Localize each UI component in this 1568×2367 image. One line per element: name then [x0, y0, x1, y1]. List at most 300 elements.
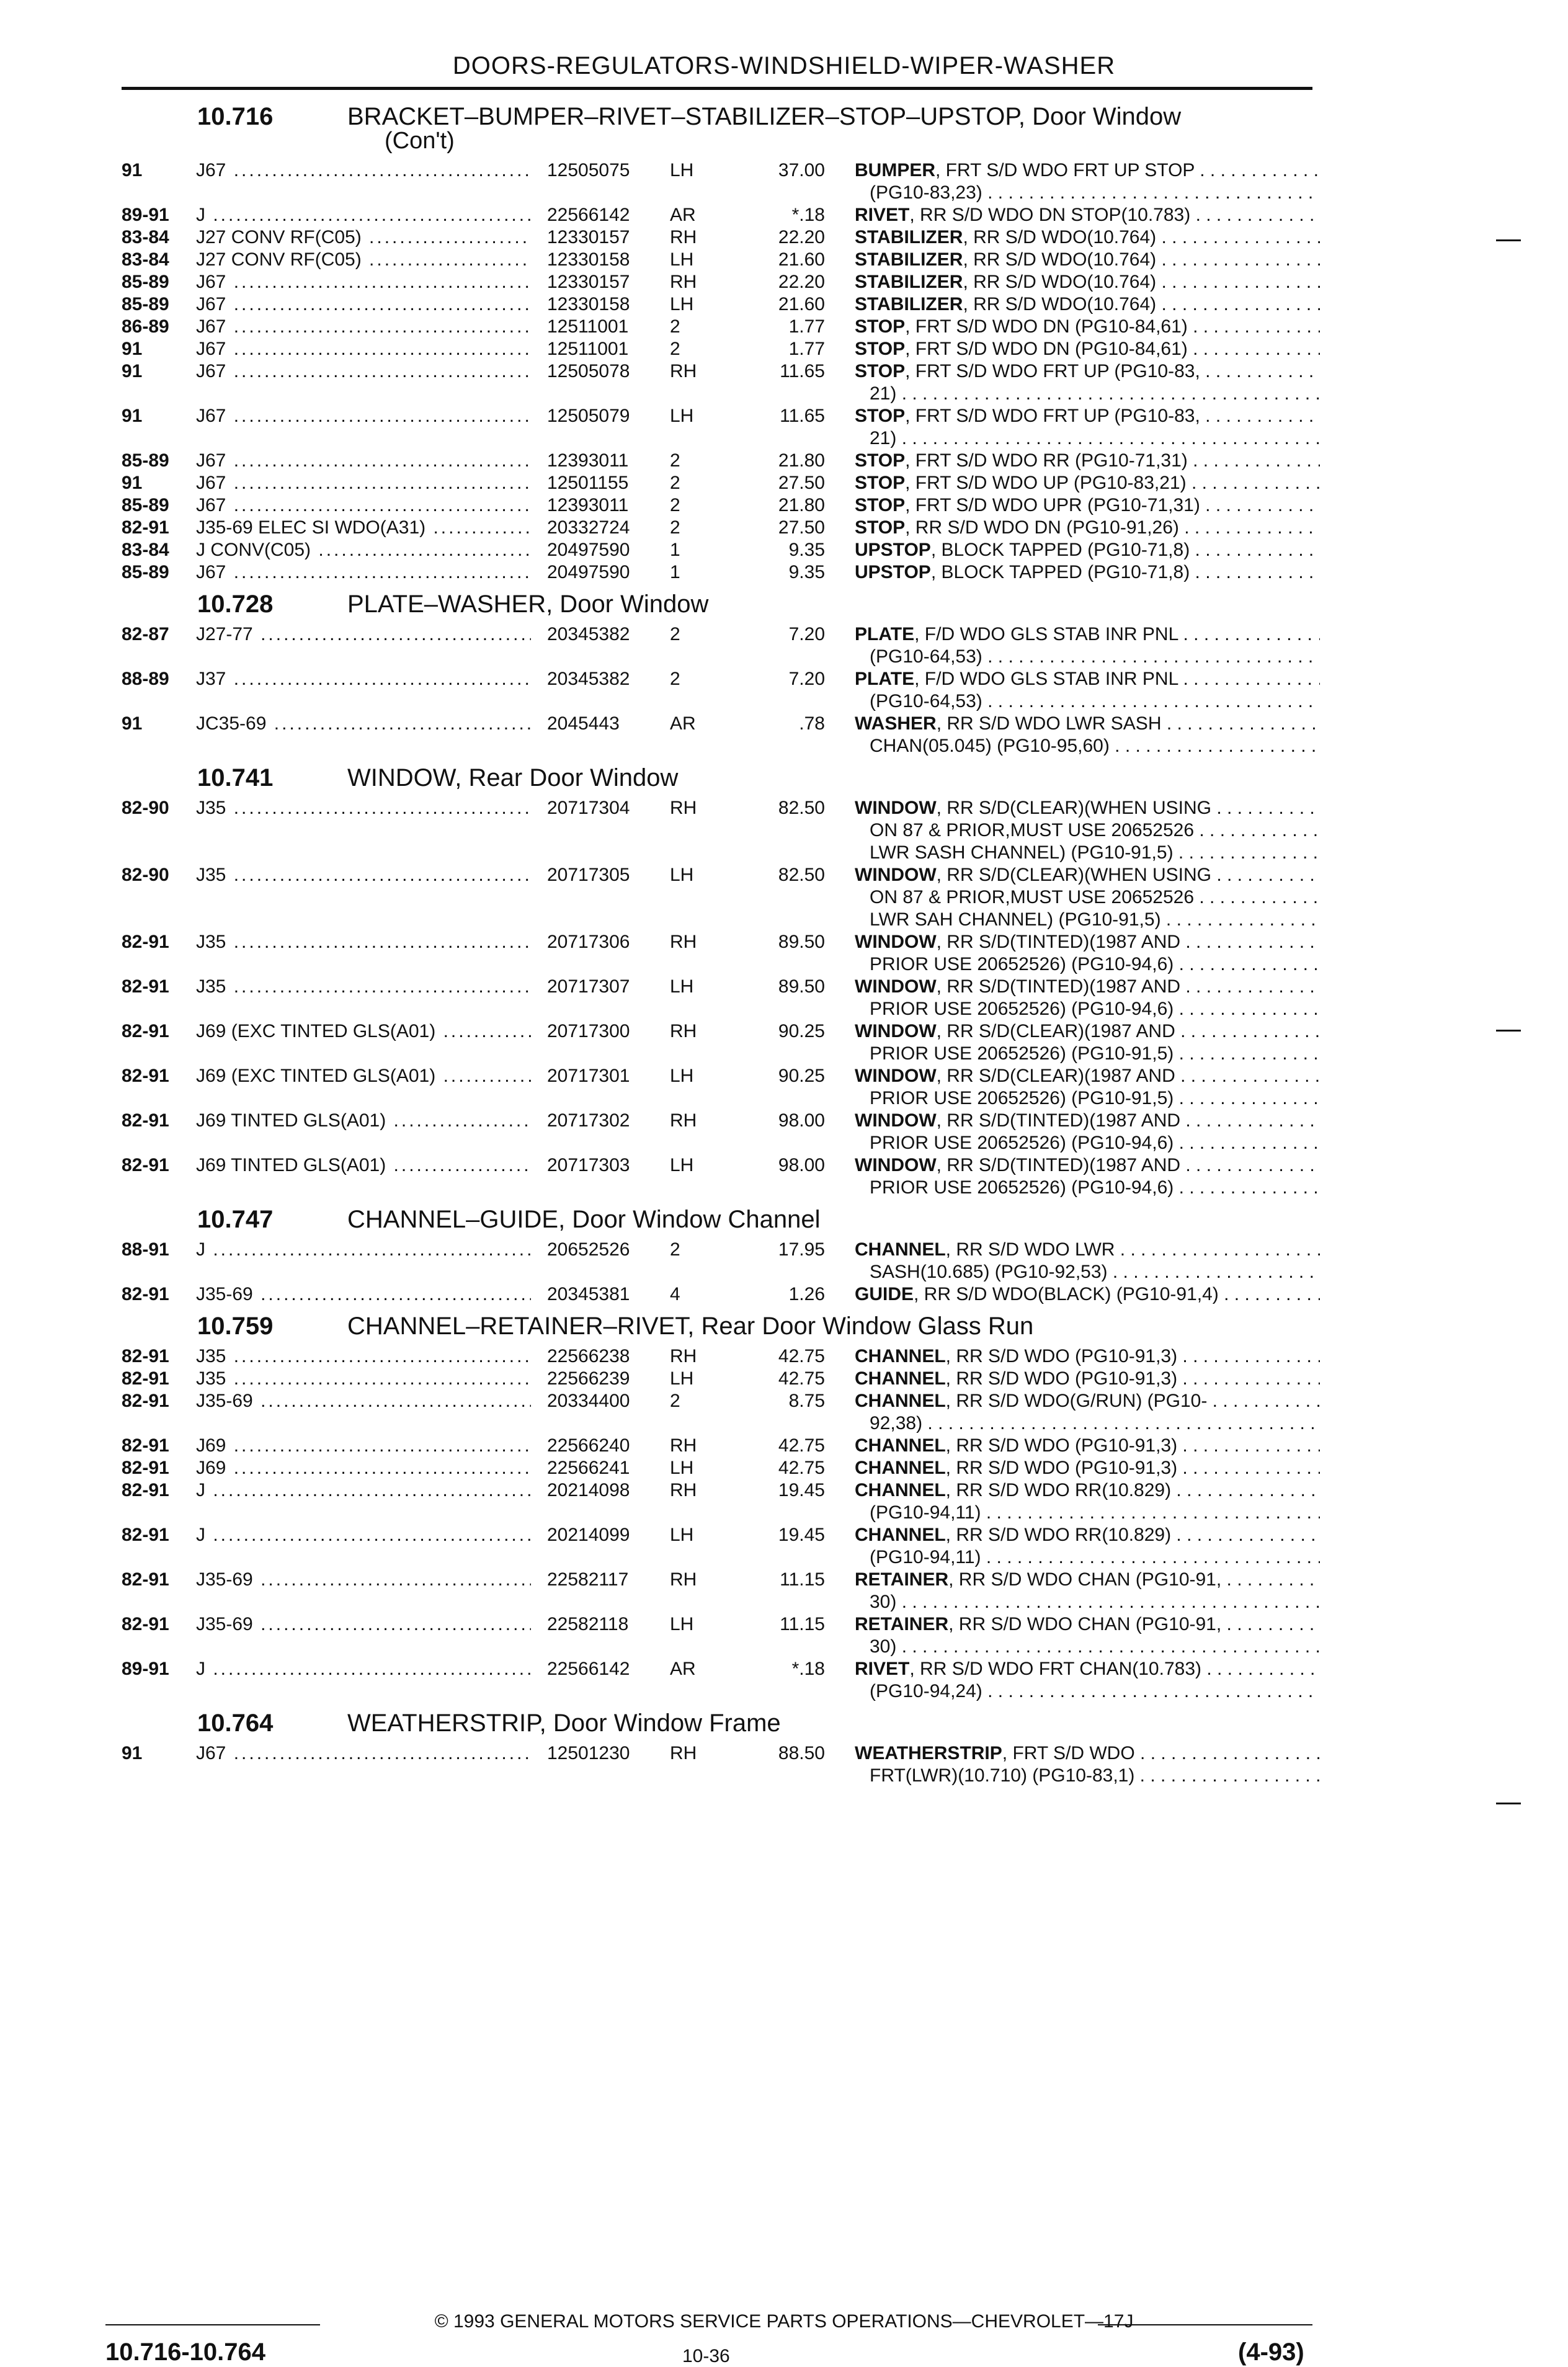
description-line: FRT(LWR)(10.710) (PG10-83,1) . . .: [855, 1765, 1320, 1788]
part-row: [0, 473, 1568, 495]
model-code: J35 .....: [196, 932, 531, 953]
model-years: 82-91: [122, 1346, 169, 1366]
model-code: J35-69 .....: [196, 1614, 531, 1635]
description-line: PRIOR USE 20652526) (PG10-91,5) . . .: [855, 1043, 1320, 1066]
description-line: PLATE, F/D WDO GLS STAB INR PNL . . .: [855, 669, 1320, 691]
part-row: [0, 450, 1568, 473]
description-line: STOP, RR S/D WDO DN (PG10-91,26) . . .: [855, 517, 1320, 540]
part-row: [0, 1525, 1568, 1569]
description-line: WEATHERSTRIP, FRT S/D WDO . . .: [855, 1743, 1320, 1765]
part-description: [855, 160, 1320, 205]
price: 82.50: [778, 865, 825, 885]
side-qty: RH: [670, 1569, 697, 1590]
part-row: [0, 1480, 1568, 1525]
part-number: 20345381: [543, 1284, 630, 1305]
part-description: [855, 1066, 1320, 1110]
side-qty: AR: [670, 205, 696, 225]
side-qty: 4: [670, 1284, 680, 1304]
description-line: STABILIZER, RR S/D WDO(10.764) . . .: [855, 249, 1320, 272]
model-years: 89-91: [122, 205, 169, 225]
model-code: J .....: [196, 1525, 531, 1546]
description-line: WINDOW, RR S/D(CLEAR)(1987 AND . . .: [855, 1021, 1320, 1043]
model-years: 85-89: [122, 562, 169, 582]
part-number: 22566241: [543, 1458, 630, 1479]
model-years: 83-84: [122, 249, 169, 270]
description-line: UPSTOP, BLOCK TAPPED (PG10-71,8) . . .: [855, 562, 1320, 584]
part-row: [0, 1239, 1568, 1284]
part-row: [0, 1659, 1568, 1703]
price: 7.20: [788, 624, 825, 644]
part-description: [855, 1110, 1320, 1155]
part-description: [855, 1021, 1320, 1066]
price: 11.65: [780, 361, 825, 381]
margin-mark: [1496, 1803, 1521, 1804]
model-years: 85-89: [122, 294, 169, 314]
price: 19.45: [778, 1525, 825, 1545]
model-years: 91: [122, 473, 143, 493]
part-row: [0, 517, 1568, 540]
model-years: 85-89: [122, 272, 169, 292]
margin-mark: [1496, 239, 1521, 241]
model-years: 82-91: [122, 1614, 169, 1634]
description-line: (PG10-64,53) . . .: [855, 691, 1320, 713]
description-line: ON 87 & PRIOR,MUST USE 20652526 . . .: [855, 820, 1320, 842]
side-qty: LH: [670, 294, 694, 314]
part-description: [855, 865, 1320, 932]
part-number: 12330158: [543, 294, 630, 315]
part-number: 12505079: [543, 406, 630, 427]
part-description: [855, 473, 1320, 495]
model-code: J69 TINTED GLS(A01) .....: [196, 1155, 531, 1176]
model-code: J67 .....: [196, 495, 531, 516]
price: 27.50: [778, 473, 825, 493]
model-years: 83-84: [122, 540, 169, 560]
description-line: (PG10-94,24) . . .: [855, 1681, 1320, 1703]
description-line: CHAN(05.045) (PG10-95,60) . . .: [855, 736, 1320, 758]
model-years: 82-91: [122, 1391, 169, 1411]
price: 42.75: [778, 1346, 825, 1366]
part-description: [855, 1239, 1320, 1284]
part-description: [855, 1614, 1320, 1659]
section-number: 10.764: [197, 1709, 274, 1737]
section-heading: [0, 1707, 1568, 1743]
part-description: [855, 713, 1320, 758]
model-years: 82-91: [122, 517, 169, 538]
side-qty: 2: [670, 517, 680, 538]
part-number: 20717307: [543, 976, 630, 997]
model-code: J35-69 .....: [196, 1284, 531, 1305]
price: 1.77: [788, 339, 825, 359]
side-qty: 2: [670, 1239, 680, 1260]
side-qty: LH: [670, 976, 694, 997]
part-description: [855, 1480, 1320, 1525]
side-qty: RH: [670, 1480, 697, 1500]
description-line: CHANNEL, RR S/D WDO RR(10.829) . . .: [855, 1525, 1320, 1547]
part-row: [0, 713, 1568, 758]
side-qty: 2: [670, 316, 680, 337]
model-years: 85-89: [122, 450, 169, 471]
description-line: CHANNEL, RR S/D WDO (PG10-91,3) . . .: [855, 1458, 1320, 1480]
part-number: 12501155: [543, 473, 628, 494]
part-row: [0, 976, 1568, 1021]
part-row: [0, 1066, 1568, 1110]
model-years: 82-91: [122, 1284, 169, 1304]
model-years: 86-89: [122, 316, 169, 337]
model-years: 91: [122, 339, 143, 359]
part-description: [855, 540, 1320, 562]
description-line: WINDOW, RR S/D(TINTED)(1987 AND . . .: [855, 1155, 1320, 1177]
side-qty: LH: [670, 1155, 694, 1175]
side-qty: AR: [670, 1659, 696, 1679]
price: 21.60: [778, 294, 825, 314]
description-line: STABILIZER, RR S/D WDO(10.764) . . .: [855, 294, 1320, 316]
description-line: RETAINER, RR S/D WDO CHAN (PG10-91, . . .: [855, 1614, 1320, 1636]
part-number: 20652526: [543, 1239, 630, 1260]
description-line: RETAINER, RR S/D WDO CHAN (PG10-91, . . .: [855, 1569, 1320, 1592]
price: 37.00: [778, 160, 825, 181]
part-number: 20345382: [543, 669, 630, 690]
part-description: [855, 406, 1320, 450]
side-qty: RH: [670, 361, 697, 381]
model-years: 82-91: [122, 1155, 169, 1175]
side-qty: LH: [670, 160, 694, 181]
model-years: 82-91: [122, 1525, 169, 1545]
description-line: WINDOW, RR S/D(CLEAR)(1987 AND . . .: [855, 1066, 1320, 1088]
part-description: [855, 669, 1320, 713]
part-description: [855, 361, 1320, 406]
side-qty: 2: [670, 624, 680, 644]
model-years: 82-91: [122, 1435, 169, 1456]
description-line: 92,38) . . .: [855, 1413, 1320, 1435]
part-number: 20345382: [543, 624, 630, 645]
part-number: 12505078: [543, 361, 630, 382]
model-code: JC35-69 .....: [196, 713, 531, 734]
description-line: 21) . . .: [855, 428, 1320, 450]
model-code: J35-69 ELEC SI WDO(A31) .....: [196, 517, 531, 538]
section-heading: [0, 1203, 1568, 1239]
part-number: 20717305: [543, 865, 630, 886]
description-line: STOP, FRT S/D WDO FRT UP (PG10-83, . . .: [855, 361, 1320, 383]
part-row: [0, 294, 1568, 316]
description-line: STOP, FRT S/D WDO UP (PG10-83,21) . . .: [855, 473, 1320, 495]
price: 21.80: [778, 450, 825, 471]
side-qty: LH: [670, 1614, 694, 1634]
description-line: RIVET, RR S/D WDO DN STOP(10.783) . . .: [855, 205, 1320, 227]
part-row: [0, 624, 1568, 669]
part-row: [0, 160, 1568, 205]
part-number: 22566142: [543, 205, 630, 226]
part-number: 20214098: [543, 1480, 630, 1501]
part-row: [0, 1368, 1568, 1391]
description-line: GUIDE, RR S/D WDO(BLACK) (PG10-91,4) . . .: [855, 1284, 1320, 1306]
model-years: 89-91: [122, 1659, 169, 1679]
description-line: CHANNEL, RR S/D WDO RR(10.829) . . .: [855, 1480, 1320, 1502]
description-line: 30) . . .: [855, 1592, 1320, 1614]
part-row: [0, 316, 1568, 339]
part-description: [855, 798, 1320, 865]
model-code: J35 .....: [196, 865, 531, 886]
side-qty: LH: [670, 1066, 694, 1086]
description-line: RIVET, RR S/D WDO FRT CHAN(10.783) . . .: [855, 1659, 1320, 1681]
part-row: [0, 865, 1568, 932]
part-number: 20717303: [543, 1155, 630, 1176]
price: *.18: [791, 1659, 825, 1679]
description-line: 21) . . .: [855, 383, 1320, 406]
description-line: (PG10-83,23) . . .: [855, 182, 1320, 205]
part-description: [855, 1743, 1320, 1788]
side-qty: RH: [670, 272, 697, 292]
model-code: J67 .....: [196, 406, 531, 427]
side-qty: LH: [670, 1368, 694, 1389]
side-qty: RH: [670, 1021, 697, 1041]
model-code: J67 .....: [196, 361, 531, 382]
description-line: (PG10-64,53) . . .: [855, 646, 1320, 669]
part-number: 20332724: [543, 517, 630, 538]
model-code: J67 .....: [196, 316, 531, 337]
part-row: [0, 227, 1568, 249]
part-number: 12330158: [543, 249, 630, 270]
description-line: PRIOR USE 20652526) (PG10-94,6) . . .: [855, 1177, 1320, 1200]
price: .78: [799, 713, 825, 734]
model-years: 82-91: [122, 1458, 169, 1478]
part-row: [0, 798, 1568, 865]
price: 42.75: [778, 1458, 825, 1478]
description-line: PRIOR USE 20652526) (PG10-94,6) . . .: [855, 999, 1320, 1021]
price: 82.50: [778, 798, 825, 818]
model-code: J35 .....: [196, 976, 531, 997]
model-years: 85-89: [122, 495, 169, 515]
section-number: 10.747: [197, 1206, 274, 1233]
part-description: [855, 1569, 1320, 1614]
description-line: STOP, FRT S/D WDO DN (PG10-84,61) . . .: [855, 339, 1320, 361]
model-code: J27-77 .....: [196, 624, 531, 645]
part-number: 20334400: [543, 1391, 630, 1412]
part-row: [0, 249, 1568, 272]
copyright-notice: © 1993 GENERAL MOTORS SERVICE PARTS OPERATIONS—CHEVROLET—17J: [434, 2311, 1134, 2332]
model-code: J35 .....: [196, 798, 531, 819]
description-line: ON 87 & PRIOR,MUST USE 20652526 . . .: [855, 887, 1320, 909]
side-qty: LH: [670, 406, 694, 426]
part-row: [0, 669, 1568, 713]
model-code: J35 .....: [196, 1368, 531, 1389]
model-code: J35-69 .....: [196, 1391, 531, 1412]
section-title: WEATHERSTRIP, Door Window Frame: [347, 1709, 781, 1737]
side-qty: RH: [670, 798, 697, 818]
part-number: 20717306: [543, 932, 630, 953]
description-line: PRIOR USE 20652526) (PG10-91,5) . . .: [855, 1088, 1320, 1110]
description-line: (PG10-94,11) . . .: [855, 1502, 1320, 1525]
description-line: CHANNEL, RR S/D WDO (PG10-91,3) . . .: [855, 1346, 1320, 1368]
model-years: 82-87: [122, 624, 169, 644]
section-heading: [0, 1310, 1568, 1346]
price: 90.25: [778, 1021, 825, 1041]
description-line: WINDOW, RR S/D(CLEAR)(WHEN USING . . .: [855, 865, 1320, 887]
part-row: [0, 1435, 1568, 1458]
model-code: J69 (EXC TINTED GLS(A01) .....: [196, 1066, 531, 1087]
description-line: STABILIZER, RR S/D WDO(10.764) . . .: [855, 272, 1320, 294]
description-line: CHANNEL, RR S/D WDO(G/RUN) (PG10- . . .: [855, 1391, 1320, 1413]
side-qty: 2: [670, 495, 680, 515]
model-code: J27 CONV RF(C05) .....: [196, 249, 531, 270]
model-code: J67 .....: [196, 473, 531, 494]
page-number: 10-36: [682, 2346, 730, 2366]
price: 27.50: [778, 517, 825, 538]
section-number: 10.716: [197, 103, 274, 130]
part-number: 12330157: [543, 272, 630, 293]
model-years: 88-91: [122, 1239, 169, 1260]
part-description: [855, 1346, 1320, 1368]
part-number: 20497590: [543, 562, 630, 583]
part-row: [0, 1110, 1568, 1155]
section-title: BRACKET–BUMPER–RIVET–STABILIZER–STOP–UPSTOP, Door Window: [347, 103, 1182, 130]
price: 98.00: [778, 1110, 825, 1131]
part-row: [0, 540, 1568, 562]
part-number: 20717304: [543, 798, 630, 819]
part-number: 12393011: [543, 495, 628, 516]
price: 89.50: [778, 932, 825, 952]
price: 21.60: [778, 249, 825, 270]
part-description: [855, 272, 1320, 294]
side-qty: RH: [670, 932, 697, 952]
model-years: 91: [122, 361, 143, 381]
part-number: 2045443: [543, 713, 620, 734]
description-line: (PG10-94,11) . . .: [855, 1547, 1320, 1569]
section-continued: (Con't): [385, 128, 455, 154]
description-line: CHANNEL, RR S/D WDO (PG10-91,3) . . .: [855, 1435, 1320, 1458]
price: 89.50: [778, 976, 825, 997]
part-description: [855, 495, 1320, 517]
part-number: 12393011: [543, 450, 628, 471]
part-description: [855, 1284, 1320, 1306]
part-description: [855, 1155, 1320, 1200]
description-line: WINDOW, RR S/D(TINTED)(1987 AND . . .: [855, 976, 1320, 999]
section-range: 10.716-10.764: [105, 2338, 266, 2366]
price: 22.20: [778, 272, 825, 292]
part-description: [855, 976, 1320, 1021]
model-code: J69 (EXC TINTED GLS(A01) .....: [196, 1021, 531, 1042]
part-description: [855, 1391, 1320, 1435]
price: 42.75: [778, 1368, 825, 1389]
part-row: [0, 1021, 1568, 1066]
description-line: BUMPER, FRT S/D WDO FRT UP STOP . . .: [855, 160, 1320, 182]
part-row: [0, 1346, 1568, 1368]
price: 90.25: [778, 1066, 825, 1086]
part-number: 20717300: [543, 1021, 630, 1042]
part-number: 22582117: [543, 1569, 628, 1590]
part-description: [855, 562, 1320, 584]
side-qty: 2: [670, 339, 680, 359]
price: 9.35: [788, 562, 825, 582]
part-number: 20497590: [543, 540, 630, 561]
price: 9.35: [788, 540, 825, 560]
side-qty: 2: [670, 473, 680, 493]
part-description: [855, 450, 1320, 473]
model-code: J .....: [196, 1480, 531, 1501]
side-qty: LH: [670, 1458, 694, 1478]
part-row: [0, 1743, 1568, 1788]
part-description: [855, 294, 1320, 316]
part-description: [855, 249, 1320, 272]
part-number: 22566142: [543, 1659, 630, 1680]
price: 42.75: [778, 1435, 825, 1456]
description-line: STABILIZER, RR S/D WDO(10.764) . . .: [855, 227, 1320, 249]
model-code: J27 CONV RF(C05) .....: [196, 227, 531, 248]
model-years: 88-89: [122, 669, 169, 689]
side-qty: LH: [670, 249, 694, 270]
model-years: 82-91: [122, 932, 169, 952]
section-heading: [0, 762, 1568, 798]
model-code: J67 .....: [196, 562, 531, 583]
model-years: 82-91: [122, 1021, 169, 1041]
part-row: [0, 932, 1568, 976]
part-row: [0, 562, 1568, 584]
model-code: J69 TINTED GLS(A01) .....: [196, 1110, 531, 1131]
part-description: [855, 1525, 1320, 1569]
description-line: WASHER, RR S/D WDO LWR SASH . . .: [855, 713, 1320, 736]
price: *.18: [791, 205, 825, 225]
part-description: [855, 1435, 1320, 1458]
section-title: WINDOW, Rear Door Window: [347, 764, 679, 791]
model-code: J35 .....: [196, 1346, 531, 1367]
model-years: 82-90: [122, 798, 169, 818]
description-line: WINDOW, RR S/D(TINTED)(1987 AND . . .: [855, 932, 1320, 954]
model-code: J67 .....: [196, 272, 531, 293]
description-line: 30) . . .: [855, 1636, 1320, 1659]
model-years: 82-90: [122, 865, 169, 885]
model-code: J67 .....: [196, 1743, 531, 1764]
part-row: [0, 1391, 1568, 1435]
part-number: 20214099: [543, 1525, 630, 1546]
part-row: [0, 1284, 1568, 1306]
model-code: J67 .....: [196, 450, 531, 471]
part-description: [855, 624, 1320, 669]
part-description: [855, 205, 1320, 227]
description-line: UPSTOP, BLOCK TAPPED (PG10-71,8) . . .: [855, 540, 1320, 562]
part-description: [855, 1659, 1320, 1703]
part-description: [855, 932, 1320, 976]
section-number: 10.728: [197, 591, 274, 618]
description-line: WINDOW, RR S/D(CLEAR)(WHEN USING . . .: [855, 798, 1320, 820]
part-number: 12511001: [543, 339, 628, 360]
price: 22.20: [778, 227, 825, 247]
model-code: J35-69 .....: [196, 1569, 531, 1590]
model-years: 83-84: [122, 227, 169, 247]
part-row: [0, 495, 1568, 517]
model-years: 82-91: [122, 1066, 169, 1086]
price: 19.45: [778, 1480, 825, 1500]
part-number: 22582118: [543, 1614, 628, 1635]
model-code: J69 .....: [196, 1458, 531, 1479]
part-number: 12501230: [543, 1743, 630, 1764]
description-line: PLATE, F/D WDO GLS STAB INR PNL . . .: [855, 624, 1320, 646]
side-qty: 1: [670, 562, 680, 582]
part-row: [0, 272, 1568, 294]
side-qty: 2: [670, 669, 680, 689]
description-line: LWR SAH CHANNEL) (PG10-91,5) . . .: [855, 909, 1320, 932]
model-years: 91: [122, 406, 143, 426]
section-heading: [0, 100, 1568, 160]
description-line: STOP, FRT S/D WDO UPR (PG10-71,31) . . .: [855, 495, 1320, 517]
model-code: J37 .....: [196, 669, 531, 690]
part-row: [0, 406, 1568, 450]
model-code: J .....: [196, 1239, 531, 1260]
description-line: CHANNEL, RR S/D WDO (PG10-91,3) . . .: [855, 1368, 1320, 1391]
title-rule: [122, 87, 1312, 90]
description-line: LWR SASH CHANNEL) (PG10-91,5) . . .: [855, 842, 1320, 865]
section-title: PLATE–WASHER, Door Window: [347, 591, 709, 618]
part-number: 20717302: [543, 1110, 630, 1131]
part-number: 22566239: [543, 1368, 630, 1389]
